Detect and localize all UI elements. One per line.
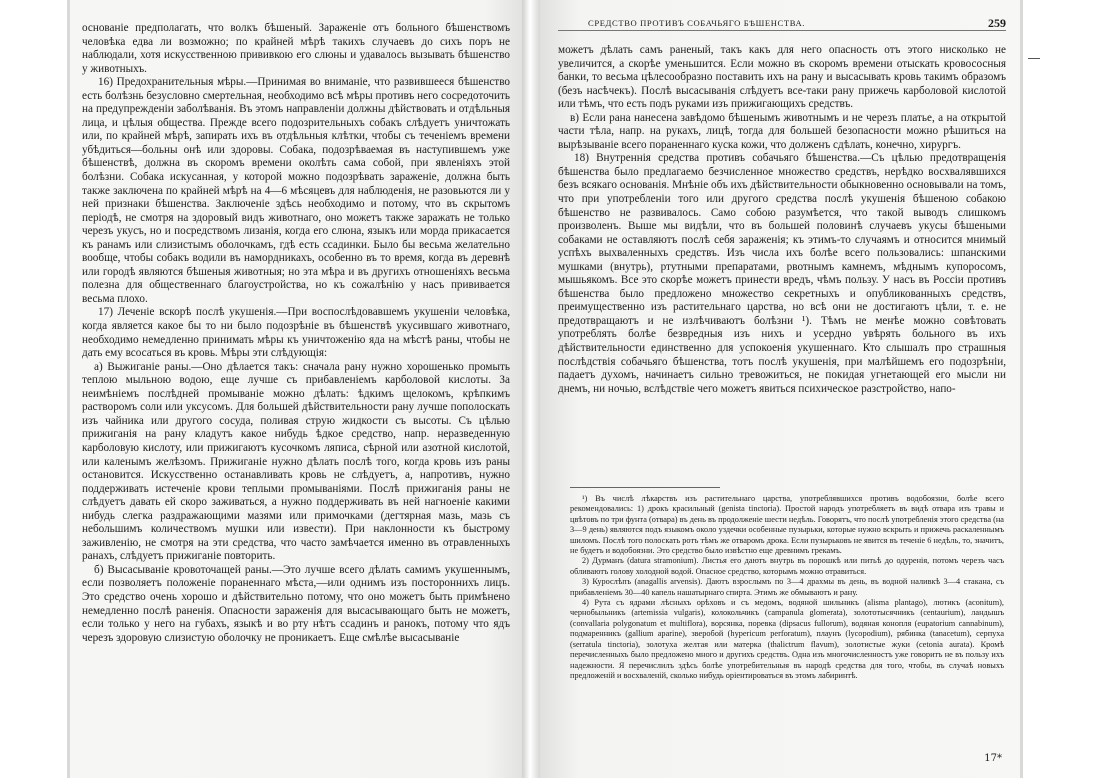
footnote-4: 4) Рута съ ядрами лѣсныхъ орѣховъ и съ медомъ, водяной шильникъ (alisma plantago), лютикъ (aconitum), чернобыльникъ (artemissia vulgaris), колокольчикъ (campanula glomerata), золототысячникъ (centaurium), ландышъ (convallaria polygonatum et multiflora), ворсянка, поревка (dipsacus fullorum), водяная конопля (eupatorium cannabinum), подмаренникъ (gallium aparine), зверобой (hypericum perforatum), плаунъ (lycopodium), рябинка (tanacetum), серпуха (serratula tinctoria), золотуха желтая или матерка (thalictrum flavum), золотистые жуки (cetonia aurata). Кромѣ перечисленныхъ было предложено много и другихъ средствъ. Одна изъ многочисленностъ уже говоритъ не въ пользу ихъ надежности. Я перечислилъ здѣсь болѣе употребительныя въ народѣ средства для того, чтобы, въ случаѣ новыхъ предложеній и восхваленій, сколько нибудь оріентироваться въ этомъ лабиринтѣ. xyxy=(570,598,1004,680)
left-page-body xyxy=(82,22,510,645)
left-paragraph-b-suction: б) Высасываніе кровоточащей раны.—Это лучше всего дѣлать самимъ укушеннымъ, если позволяетъ положеніе пораненнаго мѣста,—или однимъ изъ постороннихъ лицъ. Это средство очень хорошо и дѣйствительно потому, что оно можетъ быть примѣнено немедленно послѣ раненія. Опасности зараженія для высасывающаго быть не можетъ, если только у него на губахъ, языкѣ и во рту нѣтъ ссадинъ и ранокъ, потому что ядъ черезъ здоровую слизистую оболочку не проникаетъ. Еще смѣлѣе высасываніе xyxy=(82,563,510,644)
right-paragraph-v-excision: в) Если рана нанесена завѣдомо бѣшенымъ животнымъ и не черезъ платье, а на открытой части тѣла, напр. на рукахъ, лицѣ, тогда для большей безопасности можно рѣшиться на вырѣзываніе всего пораненнаго куска кожи, что долженъ сдѣлать, конечно, хирургъ. xyxy=(558,111,1006,151)
left-page xyxy=(70,0,522,778)
right-page-body xyxy=(558,44,1006,396)
left-paragraph-17-treatment: 17) Леченіе вскорѣ послѣ укушенія.—При воспослѣдовавшемъ укушеніи человѣка, когда является какое бы то ни было подозрѣніе въ бѣшенствѣ укусившаго животнаго, необходимо немедленно принимать мѣры къ уничтоженію яда на мѣстѣ раны, чтобы не дать ему всосаться въ кровь. Мѣры эти слѣдующія: xyxy=(82,306,510,360)
page-number: 259 xyxy=(988,16,1006,30)
running-title: СРЕДСТВО ПРОТИВЪ СОБАЧЬЯГО БѢШЕНСТВА. xyxy=(588,18,806,28)
printer-signature: 17* xyxy=(984,753,1002,764)
right-paragraph-18-internal-remedies: 18) Внутреннія средства противъ собачьяго бѣшенства.—Съ цѣлью предотвращенія бѣшенства было предлагаемо безчисленное множество средствъ, нерѣдко восхвалявшихся безъ всякаго основанія. Мнѣніе объ ихъ дѣйствительности обыкновенно основывали на томъ, что при употребленіи того или другого средства послѣ укушенія бѣшеною собакою бѣшенство не развивалось. Само собою разумѣется, что такой выводъ слишкомъ произволенъ. Выше мы видѣли, что въ большей половинѣ случаевъ укусы бѣшеными собаками не оставляютъ послѣ себя зараженія; къ этимъ-то случаямъ и относится мнимый успѣхъ выхваленныхъ средствъ. Изъ числа ихъ болѣе всего пользовались: шпанскими мушками (внутрь), ртутными препаратами, рвотнымъ камнемъ, мѣднымъ купоросомъ, мышьякомъ. Все это скорѣе можетъ принести вредъ, чѣмъ пользу. У насъ въ Россіи противъ бѣшенства было предложено множество секретныхъ и опубликованныхъ средствъ, преимущественно изъ растительнаго царства, но всѣ они не достигаютъ цѣли, т. е. не предотвращаютъ и не излѣчиваютъ болѣзни ¹). Тѣмъ не менѣе можно совѣтовать употреблять болѣе безвредныя изъ нихъ и усердно увѣрять больного въ ихъ дѣйствительности единственно для успокоенія укушеннаго. Кто слышалъ про страшныя послѣдствія собачьяго бѣшенства, тотъ послѣ укушенія, при малѣйшемъ его подозрѣніи, падаетъ духомъ, начинаетъ сильно тревожиться, не покидая угнетающей его мысли ни днемъ, ни ночью, вслѣдствіе чего можетъ явиться психическое разстройство, напо- xyxy=(558,152,1006,395)
book-gutter xyxy=(522,0,540,778)
footnote-rule xyxy=(570,487,720,488)
footnote-2: 2) Дурманъ (datura stramonium). Листья его даютъ внутрь въ порошкѣ или питьѣ до одуренія, потомъ черезъ часъ обливаютъ голову холодной водой. Опасное средство, которымъ можно отравиться. xyxy=(570,556,1004,576)
left-paragraph-16-preventive: 16) Предохранительныя мѣры.—Принимая во вниманіе, что развившееся бѣшенство есть болѣзнь безусловно смертельная, необходимо всѣ мѣры противъ него сосредоточить на предупрежденіи заболѣванія. Въ этомъ направленіи должны дѣйствовать и отдѣльныя лица, и цѣлыя общества. Прежде всего подозрительныхъ собакъ слѣдуетъ уничтожать или, по крайней мѣрѣ, запирать ихъ въ отдѣльныя клѣтки, чтобы съ теченіемъ времени убѣдиться—больны онѣ или здоровы. Собака, подозрѣваемая въ наступившемъ уже бѣшенствѣ, должна въ скоромъ времени околѣть сама собой, при явленіяхъ этой болѣзни. Собака искусанная, у которой можно подозрѣвать зараженіе, должна быть также заключена по крайней мѣрѣ на 4—6 мѣсяцевъ для наблюденія, не разовьются ли у ней признаки бѣшенства. Заключеніе здѣсь необходимо и потому, что въ скрытомъ періодѣ, не смотря на здоровый видъ животнаго, оно можетъ также заражать не только черезъ укусъ, но и посредствомъ лизанія, когда его слюна, языкъ или морда прикасается къ ранамъ или слизистымъ оболочкамъ, гдѣ есть ссадинки. Было бы весьма желательно вообще, чтобы собакъ водили въ намордникахъ, особенно въ то время, когда въ деревнѣ или городѣ являются бѣшеныя животныя; но эта мѣра и въ другихъ отношеніяхъ весьма полезна для общественнаго благоустройства, но къ сожалѣнію у насъ прививается весьма плохо. xyxy=(82,76,510,305)
footnotes xyxy=(570,494,1004,681)
right-page-edge xyxy=(1020,0,1023,778)
left-paragraph-a-cauterization: а) Выжиганіе раны.—Оно дѣлается такъ: сначала рану нужно хорошенько промыть теплою мыльною водою, еще лучше съ прибавленіемъ карболовой кислоты. За неимѣніемъ послѣдней промываніе можно дѣлать: ѣдкимъ щелокомъ, крѣпкимъ растворомъ соли или уксусомъ. Для большей дѣйствительности рану лучше пополоскать изъ чайника или другого сосуда, поливая струю жидкости съ высоты. Съ цѣлью прижиганія на рану кладутъ какое нибудь ѣдкое средство, напр. неразведенную карболовую кислоту, или прижигаютъ кусочкомъ ляписа, сѣрной или азотной кислотой, или каленымъ желѣзомъ. Прижиганіе нужно дѣлать послѣ того, когда кровь изъ раны остановится. Искусственно останавливать кровь не слѣдуетъ, а, напротивъ, нужно поддерживать истеченіе крови теплыми промываніями. Послѣ прижиганія раны не слѣдуетъ давать ей скоро заживаться, а нужно поддерживать въ ней нагноеніе какими нибудь слегка раздражающими мазями или примочками (дегтярная мазь, мазь съ небольшимъ количествомъ мушки или извести). При наклонности къ быстрому заживленію, не смотря на эти средства, что часто замѣчается именно въ отравленныхъ ранахъ, слѣдуетъ прижиганіе повторить. xyxy=(82,360,510,563)
margin-mark xyxy=(1028,58,1040,59)
footnote-1: ¹) Въ числѣ лѣкарствъ изъ растительнаго царства, употреблявшихся противъ водобоязни, болѣе всего рекомендовались: 1) дрокъ красильный (genista tinctoria). Простой народъ употребляетъ въ видѣ отвара изъ травы и цвѣтовъ по три фунта (отвара) въ день въ продолженіе шести недѣль. Говорятъ, что послѣ употребленія этого средства (на 3—9 день) являются подъ языкомъ около уздечки особенные пузырьки, которые нужно вскрыть и прижечь раскаленнымъ шиломъ. Послѣ того полоскать ротъ тѣмъ же отваромъ дрока. Если пузырьковъ не явится въ теченіе 6 недѣль, то, значитъ, не будетъ и водобоязни. Это средство было извѣстно еще древнимъ грекамъ. xyxy=(570,494,1004,556)
right-paragraph-continuation: можетъ дѣлать самъ раненый, такъ какъ для него опасность отъ этого нисколько не увеличится, а скорѣе уменьшится. Если можно въ скоромъ времени отыскать кровососныя банки, то весьма цѣлесообразно поставить ихъ на рану и высасывать кровь такимъ образомъ (безъ насѣчекъ). Послѣ высасыванія слѣдуетъ все-таки рану прижечь карболовой кислотой или тѣмъ, что есть подъ руками изъ прижигающихъ средствъ. xyxy=(558,44,1006,111)
right-page xyxy=(540,0,1020,778)
footnote-3: 3) Курослѣпъ (anagallis arvensis). Даютъ взрослымъ по 3—4 драхмы въ день, въ водной наливкѣ 3—4 стакана, съ прибавленіемъ 30—40 капель нашатырнаго спирта. Этимъ же обмываютъ и рану. xyxy=(570,577,1004,597)
left-paragraph-continuation: основаніе предполагать, что волкъ бѣшеный. Зараженіе отъ больного бѣшенствомъ человѣка едва ли возможно; по крайней мѣрѣ такихъ случаевъ до сихъ поръ не наблюдали, хотя искусственною прививкою его слюны и удавалось вызывать бѣшенство у животныхъ. xyxy=(82,22,510,75)
running-head xyxy=(558,18,1006,31)
